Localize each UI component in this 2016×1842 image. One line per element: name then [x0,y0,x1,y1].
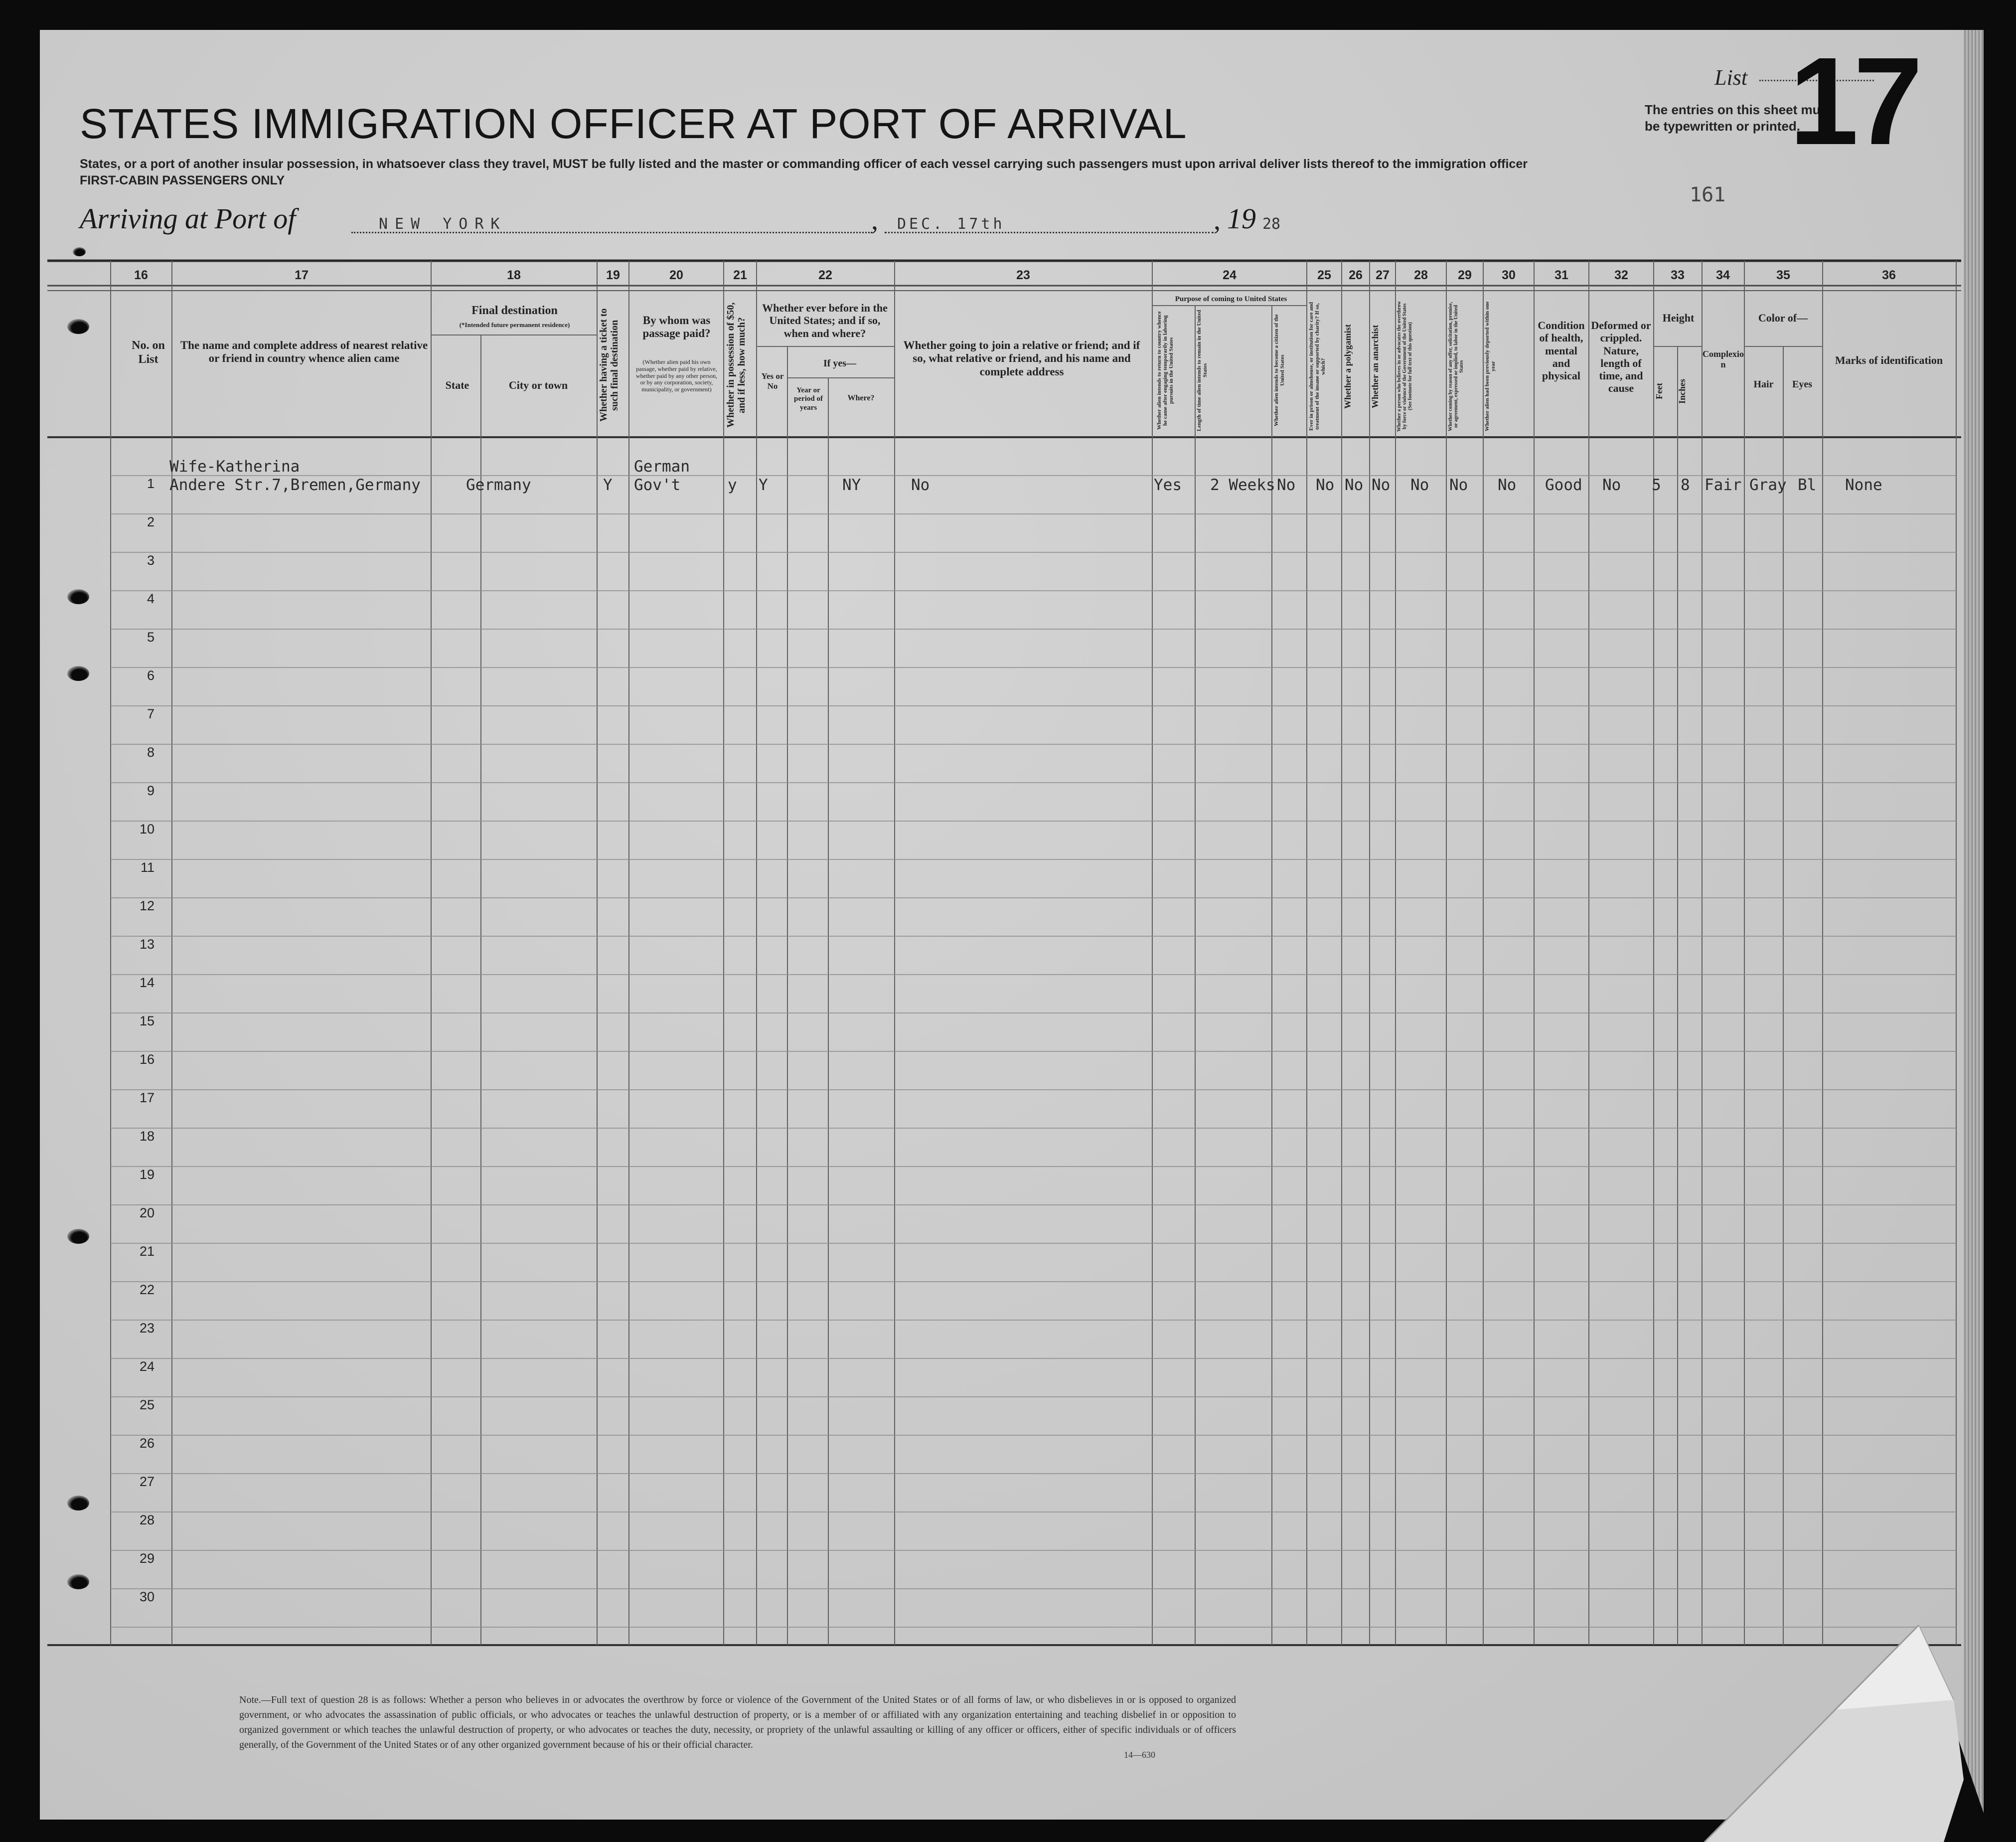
row-number: 30 [139,1589,155,1604]
typewritten-note-line2: be typewritten or printed. [1645,119,1801,134]
header-inches: Inches [1677,379,1687,404]
column-number: 20 [669,268,683,282]
header-state: State [445,379,469,391]
entry1-overthrow: No [1410,476,1429,494]
list-number-stamp: 17 [1789,31,1918,170]
header-final-destination: Final destination [471,304,558,317]
entry1-eyes: Bl [1798,476,1817,494]
header-marks: Marks of identification [1835,354,1943,366]
header-passage-paid: By whom was passage paid? [642,314,711,340]
column-number: 36 [1882,268,1896,282]
row-number: 28 [139,1512,155,1527]
row-number: 27 [139,1474,155,1489]
column-number: 33 [1671,268,1685,282]
row-number: 23 [139,1321,155,1336]
column-number: 30 [1502,268,1516,282]
column-number: 25 [1317,268,1331,282]
binding-hole [67,1496,89,1510]
year-suffix: 28 [1262,215,1281,233]
column-number: 22 [818,268,832,282]
column-number: 31 [1554,268,1568,282]
row-number: 13 [139,937,155,952]
row-number: 19 [139,1167,155,1182]
comma: , [1214,205,1221,236]
column-number: 16 [134,268,148,282]
entry1-labor-offer: No [1449,476,1468,494]
column-number: 23 [1016,268,1030,282]
header-anarchist: Whether an anarchist [1370,325,1380,408]
column-number: 29 [1458,268,1472,282]
row-number: 21 [139,1244,155,1259]
row-number: 2 [147,514,155,529]
entry1-return-intent: Yes [1154,476,1182,494]
header-feet: Feet [1654,383,1664,400]
header-before-in-us: Whether ever before in the United States; and if so, when and where? [762,302,888,339]
header-hair: Hair [1753,379,1774,390]
column-number: 21 [733,268,747,282]
entry1-passage-paid-2: Gov't [634,476,681,494]
header-passage-paid-note: (Whether alien paid his own passage, whether paid by relative, whether paid by any other person, or by any corporation, society, municipality, or government) [635,358,718,393]
header-money: Whether in possession of $50, and if less, how much? [725,302,747,428]
column-number: 18 [507,268,521,282]
row-number: 3 [147,553,155,568]
instructions-line: States, or a port of another insular possession, in whatsoever class they travel, MUST be fully listed and the master or commanding officer of each vessel carrying such passengers must upon arrival deliver lists thereof to the immigration officer [80,157,1528,171]
header-nearest-relative: The name and complete address of nearest relative or friend in country whence alien came [180,339,428,365]
binding-hole [67,666,89,681]
entry1-relative-name: Wife-Katherina [169,458,300,476]
entry1-hair: Gray [1749,476,1787,494]
column-number: 27 [1376,268,1390,282]
entry1-deported: No [1498,476,1517,494]
entry1-passage-paid-1: German [634,458,690,476]
binding-hole [67,1574,89,1589]
row-number: 25 [139,1397,155,1412]
document-title: STATES IMMIGRATION OFFICER AT PORT OF ARRIVAL [80,100,1187,147]
header-purpose: Purpose of coming to United States [1175,295,1287,303]
entry1-polygamist: No [1345,476,1364,494]
row-number: 4 [147,591,155,606]
entry1-deformed: No [1602,476,1621,494]
list-label: List [1714,65,1748,90]
arrival-port: NEW YORK [379,215,507,233]
header-prison: Ever in prison or almshouse, or institution for care and treatment of the insane or supported by charity? If so, which? [1308,302,1327,431]
header-color-of: Color of— [1758,312,1808,324]
entry1-where: NY [842,476,861,494]
header-where: Where? [847,394,875,402]
header-if-yes: If yes— [823,358,857,369]
row-number: 11 [140,860,155,875]
row-number: 7 [147,706,155,721]
entry1-marks: None [1845,476,1882,494]
row-number: 16 [139,1052,155,1067]
header-polygamist: Whether a polygamist [1343,324,1353,409]
entry1-feet: 5 [1652,476,1661,494]
row-number: 10 [139,822,155,837]
row-number: 15 [139,1013,155,1028]
row-number: 26 [139,1436,155,1451]
binding-hole [67,1229,89,1244]
column-number: 34 [1716,268,1730,282]
entry1-ticket: Y [603,476,613,494]
header-yes-or-no: Yes or No [761,371,784,391]
header-labor-offer: Whether coming by reason of any offer, solicitation, promise, or agreement, expressed or implied, to labor in the United States [1448,302,1464,431]
year-prefix: 19 [1227,202,1256,235]
binding-hole [73,247,86,256]
typewritten-note-line1: The entries on this sheet must [1645,102,1832,117]
row-number: 22 [139,1282,155,1297]
column-number: 28 [1414,268,1428,282]
header-period-of-years: Year or period of years [794,386,823,412]
header-ticket: Whether having a ticket to such final destination [598,308,620,422]
header-health: Condition of health, mental and physical [1538,319,1585,382]
passenger-class-line: FIRST-CABIN PASSENGERS ONLY [80,173,285,187]
row-number: 8 [147,745,155,760]
header-length-of-stay: Length of time alien intends to remain in the United States [1196,310,1209,431]
row-number: 12 [139,898,155,913]
row-number: 24 [139,1359,155,1374]
entry1-before-in-us: Y [759,476,768,494]
entry1-money: y [728,476,737,494]
column-number: 19 [606,268,620,282]
form-number: 14—630 [1124,1750,1155,1760]
header-city: City or town [508,379,568,391]
entry1-relative-address: Andere Str.7,Bremen,Germany [169,476,421,494]
header-final-destination-note: (*Intended future permanent residence) [459,321,570,329]
binding-hole [67,319,89,334]
folded-corner [1685,1570,1994,1842]
row-number: 18 [139,1129,155,1144]
row-number: 20 [139,1205,155,1220]
header-eyes: Eyes [1792,379,1812,390]
entry1-citizen: No [1277,476,1296,494]
header-complexion: Complexion [1703,349,1744,369]
row-number: 1 [147,476,155,491]
header-height: Height [1662,312,1695,324]
header-overthrow: Whether a person who believes in or advocates the overthrow by force or violence of the Government of the United States (See footnote for full text of this question) [1396,301,1413,432]
row-number: 14 [139,975,155,990]
header-deformed: Deformed or crippled. Nature, length of time, and cause [1591,319,1651,395]
header-return-intent: Whether alien intends to return to country whence he came after engaging temporarily in laboring pursuits in the United States [1156,311,1175,430]
arrival-date: DEC. 17th [897,215,1005,233]
entry1-destination: Germany [466,476,531,494]
entry1-joining: No [911,476,930,494]
entry1-prison: No [1316,476,1335,494]
column-number: 35 [1776,268,1790,282]
entry1-anarchist: No [1372,476,1391,494]
header-citizen-intent: Whether alien intends to become a citizen of the United States [1273,314,1286,427]
binding-hole [67,589,89,604]
arriving-label: Arriving at Port of [80,202,296,235]
header-deported: Whether alien had been previously deported within one year [1484,301,1497,432]
row-number: 5 [147,630,155,645]
row-number: 17 [139,1090,155,1105]
entry1-length-of-stay: 2 Weeks [1210,476,1275,494]
row-number: 6 [147,668,155,683]
handwritten-page-number: 161 [1690,183,1726,206]
header-joining-relative: Whether going to join a relative or friend; and if so, what relative or friend, and his name and complete address [903,339,1140,378]
comma: , [871,205,878,236]
footnote-question-28: Note.—Full text of question 28 is as follows: Whether a person who believes in or advocates the overthrow by force or violence of the Government of the United States or of all forms of law, or who disbelieves in or is opposed to organized government, or who advocates the assassination of public officials, or who advocates or teaches the unlawful destruction of property, or is a member of or affiliated with any organization entertaining and teaching disbelief in or opposition to organized government or which teaches the unlawful destruction of property, or who advocates or teaches the duty, necessity, or propriety of the unlawful assaulting or killing of any officer or officers, either of specific individuals or of officers generally, of the Government of the United States or of any other organized government because of his or their official character. [239,1694,1236,1750]
entry1-inches: 8 [1681,476,1690,494]
row-number: 9 [147,783,155,798]
column-number: 32 [1614,268,1628,282]
column-number: 17 [295,268,309,282]
entry1-health: Good [1545,476,1582,494]
header-no-on-list: No. on List [132,339,165,366]
column-number: 26 [1349,268,1363,282]
entry1-complexion: Fair [1705,476,1742,494]
column-number: 24 [1223,268,1237,282]
row-number: 29 [139,1551,155,1566]
